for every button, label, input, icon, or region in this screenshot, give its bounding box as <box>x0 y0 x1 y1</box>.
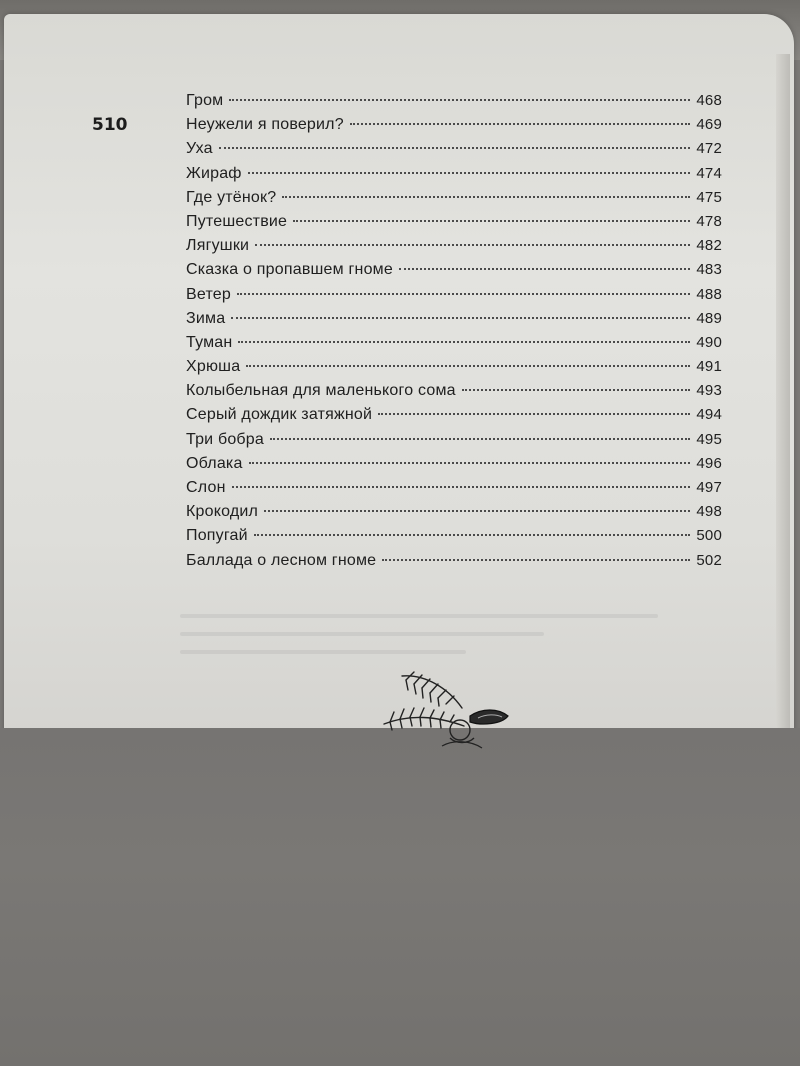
toc-page-number: 488 <box>696 285 722 303</box>
toc-entry <box>186 479 722 503</box>
leader-dots <box>232 486 691 488</box>
toc-title: Жираф <box>186 164 242 182</box>
toc-title: Ветер <box>186 285 231 303</box>
toc-title: Крокодил <box>186 503 259 521</box>
toc-entry <box>186 261 722 285</box>
leader-dots <box>237 293 690 295</box>
toc-title: Зима <box>186 309 226 327</box>
toc-page-number: 478 <box>696 212 722 230</box>
toc-entry <box>186 237 722 261</box>
leader-dots <box>246 365 690 367</box>
toc-entry <box>186 116 722 140</box>
toc-title: Серый дождик затяжной <box>186 406 373 424</box>
toc-entry <box>186 406 722 430</box>
toc-page-number: 490 <box>696 333 722 351</box>
toc-title: Попугай <box>186 527 248 545</box>
toc-entry <box>186 334 722 358</box>
toc-title: Хрюша <box>186 358 241 376</box>
leader-dots <box>293 220 690 222</box>
leader-dots <box>270 438 690 440</box>
toc-entry <box>186 286 722 310</box>
leader-dots <box>399 268 690 270</box>
leader-dots <box>248 172 691 174</box>
toc-page-number: 489 <box>696 309 722 327</box>
toc-page-number: 491 <box>696 358 722 376</box>
page-stack-edge <box>776 54 790 754</box>
leader-dots <box>255 244 690 246</box>
toc-entry <box>186 382 722 406</box>
leader-dots <box>229 99 690 101</box>
toc-page-number: 500 <box>696 527 722 545</box>
toc-title: Колыбельная для маленького сома <box>186 382 456 400</box>
toc-title: Лягушки <box>186 237 250 255</box>
toc-entry <box>186 140 722 164</box>
leader-dots <box>382 559 690 561</box>
toc-page-number: 493 <box>696 382 722 400</box>
toc-page-number: 482 <box>696 237 722 255</box>
show-through-line <box>180 632 544 636</box>
toc-title: Три бобра <box>186 430 264 448</box>
toc-title: Путешествие <box>186 212 288 230</box>
leader-dots <box>254 534 691 536</box>
page-number: 510 <box>92 115 128 135</box>
toc-title: Где утёнок? <box>186 188 277 206</box>
toc-page-number: 472 <box>696 140 722 158</box>
feathered-gnome-illustration-icon <box>370 666 540 756</box>
toc-page-number: 474 <box>696 164 722 182</box>
toc-entry <box>186 503 722 527</box>
table-of-contents <box>186 92 722 576</box>
leader-dots <box>249 462 691 464</box>
toc-entry <box>186 527 722 551</box>
toc-title: Облака <box>186 454 243 472</box>
leader-dots <box>282 196 690 198</box>
shadow-overlay <box>0 728 800 1066</box>
toc-page-number: 475 <box>696 188 722 206</box>
toc-title: Слон <box>186 479 226 496</box>
toc-entry <box>186 165 722 189</box>
leader-dots <box>378 413 690 415</box>
toc-entry <box>186 189 722 213</box>
toc-page-number: 498 <box>696 503 722 521</box>
toc-title: Гром <box>186 92 224 109</box>
toc-title: Уха <box>186 140 213 158</box>
leader-dots <box>231 317 690 319</box>
toc-page-number: 483 <box>696 261 722 279</box>
leader-dots <box>238 341 690 343</box>
toc-entry <box>186 92 722 116</box>
show-through-line <box>180 650 466 654</box>
toc-entry <box>186 455 722 479</box>
toc-page-number: 497 <box>696 479 722 496</box>
toc-entry <box>186 358 722 382</box>
toc-title: Туман <box>186 333 233 351</box>
toc-title: Неужели я поверил? <box>186 116 344 134</box>
toc-page-number: 468 <box>696 92 722 109</box>
toc-title: Сказка о пропавшем гноме <box>186 261 393 279</box>
toc-title: Баллада о лесном гноме <box>186 551 377 569</box>
leader-dots <box>462 389 691 391</box>
toc-page-number: 502 <box>696 551 722 569</box>
show-through-line <box>180 614 658 618</box>
leader-dots <box>350 123 691 125</box>
toc-page-number: 494 <box>696 406 722 424</box>
toc-page-number: 469 <box>696 116 722 134</box>
toc-entry <box>186 213 722 237</box>
toc-entry <box>186 431 722 455</box>
toc-entry <box>186 310 722 334</box>
leader-dots <box>264 510 690 512</box>
leader-dots <box>219 147 691 149</box>
toc-page-number: 495 <box>696 430 722 448</box>
toc-page-number: 496 <box>696 454 722 472</box>
toc-entry <box>186 552 722 576</box>
